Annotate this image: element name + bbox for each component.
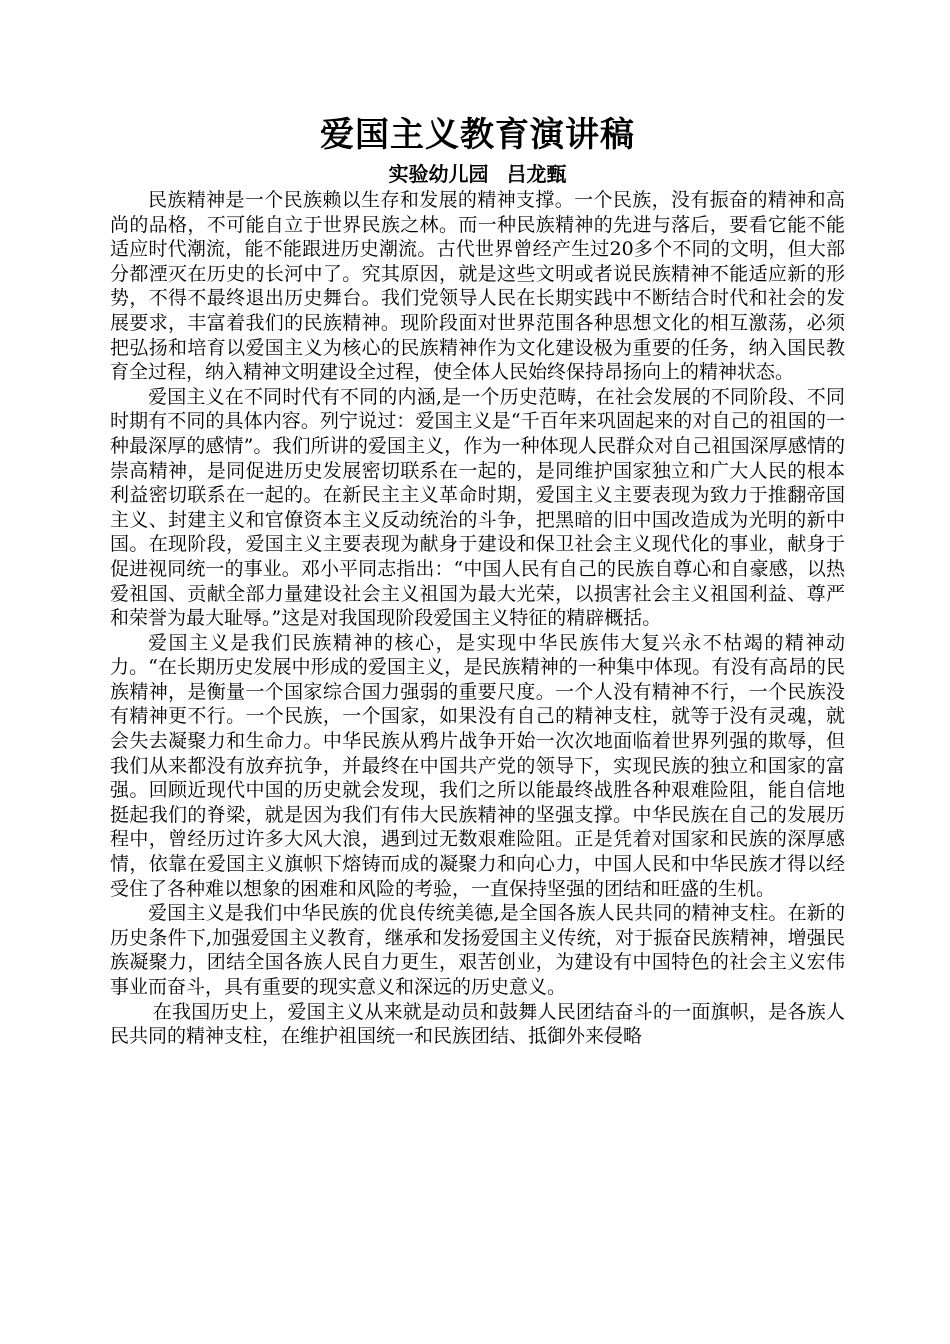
paragraph-2: 爱国主义在不同时代有不同的内涵,是一个历史范畴，在社会发展的不同阶段、不同时期有不同的具体内容。列宁说过：爱国主义是“千百年来巩固起来的对自己的祖国的一种最深厚的感情”。我们所讲的爱国主义，作为一种体现人民群众对自己祖国深厚感情的崇高精神，是同促进历史发展密切联系在一起的，是同维护国家独立和广大人民的根本利益密切联系在一起的。在新民主主义革命时期，爱国主义主要表现为致力于推翻帝国主义、封建主义和官僚资本主义反动统治的斗争，把黑暗的旧中国改造成为光明的新中国。在现阶段，爱国主义主要表现为献身于建设和保卫社会主义现代化的事业，献身于促进视同统一的事业。邓小平同志指出：“中国人民有自己的民族自尊心和自豪感，以热爱祖国、贡献全部力量建设社会主义祖国为最大光荣，以损害社会主义祖国利益、尊严和荣誉为最大耻辱。”这是对我国现阶段爱国主义特征的精辟概括。 [110,385,845,630]
document-page [110,112,845,1049]
author-organization: 实验幼儿园 [388,162,489,186]
paragraph-1: 民族精神是一个民族赖以生存和发展的精神支撑。一个民族，没有振奋的精神和高尚的品格，不可能自立于世界民族之林。而一种民族精神的先进与落后，要看它能不能适应时代潮流，能不能跟进历史潮流。古代世界曾经产生过20多个不同的文明，但大部分都湮灭在历史的长河中了。究其原因，就是这些文明或者说民族精神不能适应新的形势，不得不最终退出历史舞台。我们党领导人民在长期实践中不断结合时代和社会的发展要求，丰富着我们的民族精神。现阶段面对世界范围各种思想文化的相互激荡，必须把弘扬和培育以爱国主义为核心的民族精神作为文化建设极为重要的任务，纳入国民教育全过程，纳入精神文明建设全过程，使全体人民始终保持昂扬向上的精神状态。 [110,189,845,384]
document-title: 爱国主义教育演讲稿 [320,115,635,155]
paragraph-3: 爱国主义是我们民族精神的核心，是实现中华民族伟大复兴永不枯竭的精神动力。“在长期历史发展中形成的爱国主义，是民族精神的一种集中体现。有没有高昂的民族精神，是衡量一个国家综合国力强弱的重要尺度。一个人没有精神不行，一个民族没有精神更不行。一个民族，一个国家，如果没有自己的精神支柱，就等于没有灵魂，就会失去凝聚力和生命力。中华民族从鸦片战争开始一次次地面临着世界列强的欺辱，但我们从来都没有放弃抗争，并最终在中国共产党的领导下，实现民族的独立和国家的富强。回顾近现代中国的历史就会发现，我们之所以能最终战胜各种艰难险阻，能自信地挺起我们的脊梁，就是因为我们有伟大民族精神的坚强支撑。中华民族在自己的发展历程中，曾经历过许多大风大浪，遇到过无数艰难险阻。正是凭着对国家和民族的深厚感情，依靠在爱国主义旗帜下熔铸而成的凝聚力和向心力，中国人民和中华民族才得以经受住了各种难以想象的困难和风险的考验，一直保持坚强的团结和旺盛的生机。 [110,631,845,900]
paragraph-4: 爱国主义是我们中华民族的优良传统美德,是全国各族人民共同的精神支柱。在新的历史条件下,加强爱国主义教育，继承和发扬爱国主义传统，对于振奋民族精神，增强民族凝聚力，团结全国各族人民自力更生，艰苦创业，为建设有中国特色的社会主义宏伟事业而奋斗，具有重要的现实意义和深远的历史意义。 [110,902,845,998]
author-line [110,160,845,188]
paragraph-5: 在我国历史上，爱国主义从来就是动员和鼓舞人民团结奋斗的一面旗帜，是各族人民共同的精神支柱，在维护祖国统一和民族团结、抵御外来侵略 [110,1000,845,1048]
author-name: 吕龙甄 [506,162,567,186]
